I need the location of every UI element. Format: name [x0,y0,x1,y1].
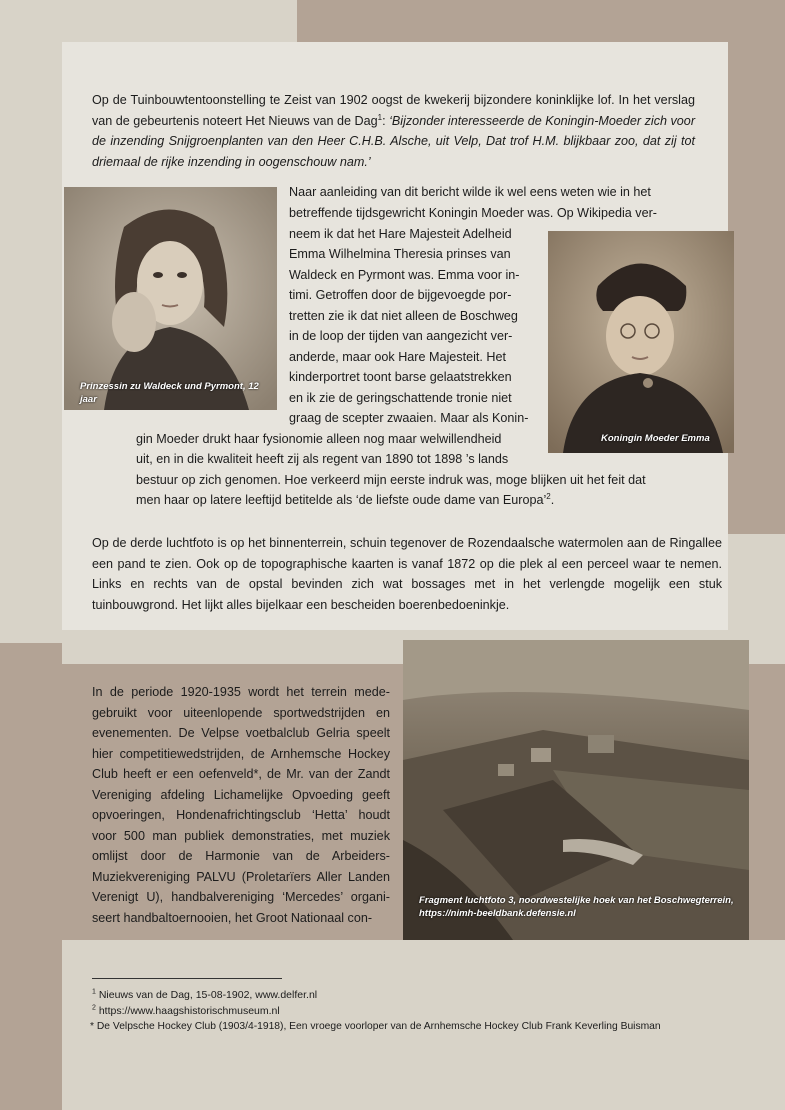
child-portrait-photo [64,187,277,410]
middle-line: bestuur op zich genomen. Hoe verkeerd mijn eerste indruk was, moge blijken uit het feit dat [136,473,646,487]
middle-line: timi. Getroffen door de bijgevoegde por- [289,288,512,302]
middle-line: tretten zie ik dat niet alleen de Boschweg [289,309,518,323]
middle-line: uit, en in die kwaliteit heeft zij als regent van 1890 tot 1898 ’s lands [136,452,509,466]
footnote-1-text: Nieuws van de Dag, 15-08-1902, www.delfer.nl [95,989,318,1001]
middle-line: Naar aanleiding van dit bericht wilde ik wel eens weten wie in het [289,185,651,199]
footnote-separator [92,978,282,979]
footnote-2-number: 2 [92,1004,96,1012]
middle-line-text: men haar op latere leeftijd betitelde als ‘de liefste oude dame van Europa’ [136,493,547,507]
middle-line: kinderportret toont barse gelaatstrekken [289,370,512,384]
intro-text-colon: : [382,113,390,128]
paragraph-sports: In de periode 1920-1935 wordt het terrein mede-gebruikt voor uiteenlopende sportwedstrijden en evenementen. De Velpse voetbalclub Gelria speelt hier competitiewedstrijden, de Arnhemsche Hockey Club heeft er een oefenveld*, de Mr. van der Zandt Vereniging afdeling Lichamelijke Opvoeding geeft opvoeringen, Hondenafrichtingsclub ‘Hetta’ houdt voor 500 man publiek demonstraties, met muziek omlijst door de Harmonie van de Arbeiders-Muziekvereniging PALVU (Proletarïers Aller Landen Verenigt U), handbalvereniging ‘Mercedes’ organi-seert handbaltoernooien, het Groot Nationaal con- [92,685,390,925]
middle-line: Emma Wilhelmina Theresia prinses van [289,247,511,261]
aerial-photo-caption: Fragment luchtfoto 3, noordwestelijke hoek van het Boschwegterrein, https://nimh-beeldbank.defensie.nl [419,895,734,919]
child-portrait-caption: Prinzessin zu Waldeck und Pyrmont, 12 jaar [80,381,259,405]
intro-paragraph [92,90,695,172]
middle-line: Waldeck en Pyrmont was. Emma voor in- [289,268,520,282]
intro-text: Op de Tuinbouwtentoonstelling te Zeist van 1902 oogst de kwekerij bijzondere koninklijke lof. In het verslag van de gebeurtenis noteert Het Nieuws van de Dag [92,93,695,128]
middle-line-end: . [550,493,555,507]
middle-line: graag de scepter zwaaien. Maar als Konin- [289,411,529,425]
middle-line: in de loop der tijden van aangezicht ver- [289,329,513,343]
footnote-ref-2[interactable]: 2 [546,491,551,501]
paragraph-aerial-photo: Op de derde luchtfoto is op het binnenterrein, schuin tegenover de Rozendaalsche watermolen aan de Ringallee een pand te zien. Ook op de topographische kaarten is vanaf 1872 op die plek al een perceel waar te nemen. Links en rechts van de opstal bevinden zich wat bossages met in het verlengde mogelijk een stuk tuinbouwgrond. Het lijkt alles bijelkaar een bescheiden boerenbedoeninkje. [92,536,722,612]
middle-line: anderde, maar ook Hare Majesteit. Het [289,350,506,364]
queen-mother-caption: Koningin Moeder Emma [601,433,710,444]
top-right-band [297,0,785,42]
middle-line-last [136,490,721,511]
middle-line: gin Moeder drukt haar fysionomie alleen nog maar welwillendheid [136,432,502,446]
middle-line: en ik zie de geringschattende tronie niet [289,391,512,405]
right-band [728,42,785,534]
intro-quote: ‘Bijzonder interesseerde de Koningin-Moeder zich voor de inzending Snijgroenplanten van den Heer C.H.B. Alsche, uit Velp, Dat trof H.M. blijkbaar zoo, dat zij tot driemaal de rijke inzending in oogenschouw nam.’ [92,113,696,169]
middle-line: neem ik dat het Hare Majesteit Adelheid [289,227,512,241]
footnote-ref-1[interactable]: 1 [377,112,383,122]
footnote-1-number: 1 [92,988,96,996]
footnote-1 [92,987,317,1003]
footnote-2 [92,1003,280,1019]
footnote-3: * De Velpsche Hockey Club (1903/4-1918), Een vroege voorloper van de Arnhemsche Hockey Club Frank Keverling Buisman [90,1021,661,1032]
left-band [0,643,62,1110]
queen-mother-portrait-photo [548,231,734,453]
middle-line: betreffende tijdsgewricht Koningin Moeder was. Op Wikipedia ver- [289,206,657,220]
footnote-2-text: https://www.haagshistorischmuseum.nl [95,1005,280,1017]
